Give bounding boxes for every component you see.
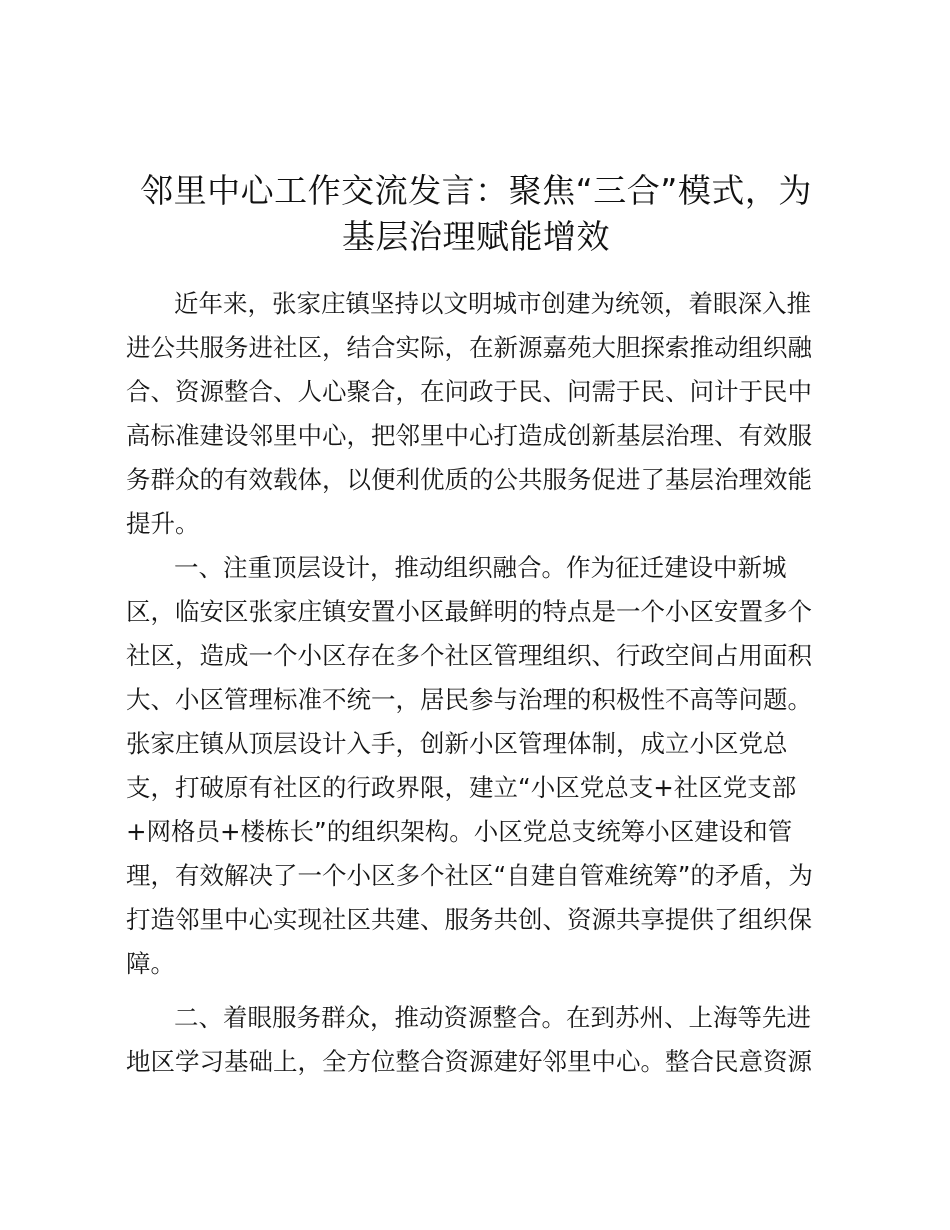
paragraph-section-1	[126, 546, 826, 986]
text-line: 支，打破原有社区的行政界限，建立“小区党总支+社区党支部	[126, 773, 797, 802]
paragraph-intro	[126, 282, 826, 546]
text-line: 大、小区管理标准不统一，居民参与治理的积极性不高等问题。	[126, 685, 812, 714]
document-title	[120, 168, 832, 260]
text-line: 合、资源整合、人心聚合，在问政于民、问需于民、问计于民中	[126, 377, 812, 406]
text-line: 障。	[126, 949, 175, 978]
text-line: 地区学习基础上，全方位整合资源建好邻里中心。整合民意资源	[126, 1047, 812, 1076]
text-line: 进公共服务进社区，结合实际，在新源嘉苑大胆探索推动组织融	[126, 333, 812, 362]
text-line: 务群众的有效载体，以便利优质的公共服务促进了基层治理效能	[126, 465, 812, 494]
text-line: 打造邻里中心实现社区共建、服务共创、资源共享提供了组织保	[126, 905, 812, 934]
text-line: 一、注重顶层设计，推动组织融合。作为征迁建设中新城	[174, 553, 787, 582]
text-line: 提升。	[126, 509, 200, 538]
paragraph-section-2	[126, 996, 826, 1084]
text-line: 理，有效解决了一个小区多个社区“自建自管难统筹”的矛盾，为	[126, 861, 813, 890]
text-line: 近年来，张家庄镇坚持以文明城市创建为统领，着眼深入推	[174, 289, 811, 318]
text-line: 社区，造成一个小区存在多个社区管理组织、行政空间占用面积	[126, 641, 812, 670]
text-line: 二、着眼服务群众，推动资源整合。在到苏州、上海等先进	[174, 1003, 811, 1032]
text-line: 张家庄镇从顶层设计入手，创新小区管理体制，成立小区党总	[126, 729, 788, 758]
document-body	[126, 282, 826, 1084]
title-line-1: 邻里中心工作交流发言：聚焦“三合”模式，为	[140, 171, 812, 210]
text-line: 区，临安区张家庄镇安置小区最鲜明的特点是一个小区安置多个	[126, 597, 812, 626]
title-line-2: 基层治理赋能增效	[342, 217, 610, 256]
text-line: +网格员+楼栋长”的组织架构。小区党总支统筹小区建设和管	[126, 817, 793, 846]
paragraph-gap	[126, 986, 826, 996]
text-line: 高标准建设邻里中心，把邻里中心打造成创新基层治理、有效服	[126, 421, 812, 450]
